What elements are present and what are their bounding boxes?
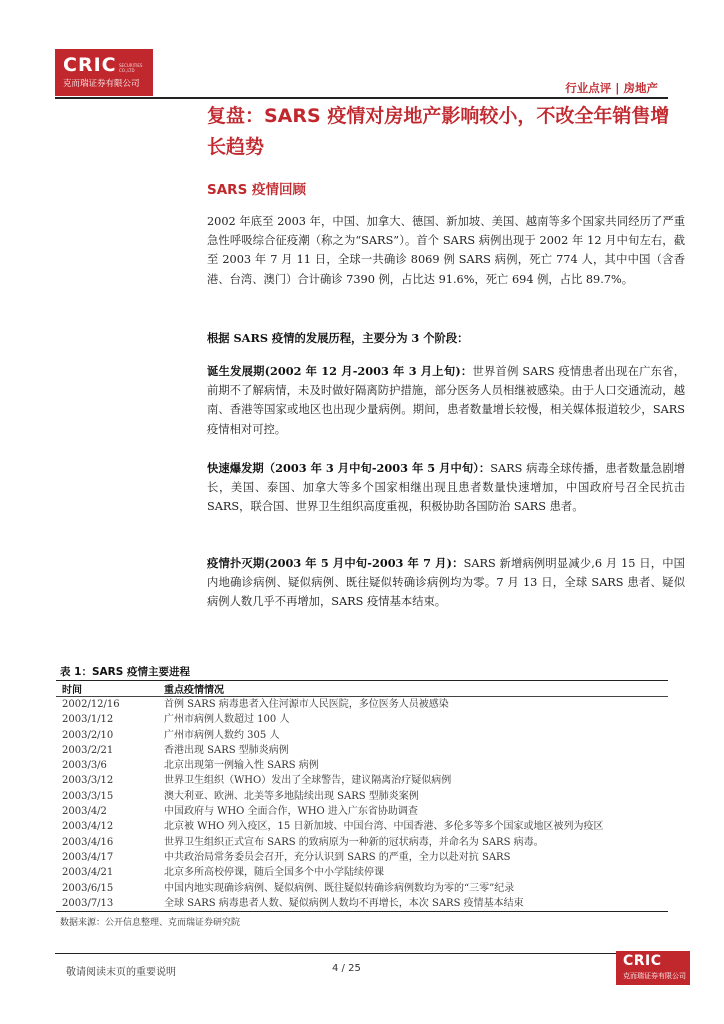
stage-title: 诞生发展期(2002 年 12 月-2003 年 3 月上旬)： — [207, 364, 473, 378]
table-row — [56, 881, 668, 896]
cell-event: 广州市病例人数超过 100 人 — [164, 714, 290, 726]
logo-brand: CRIC — [63, 54, 117, 76]
stage-title: 快速爆发期（2003 年 3 月中旬-2003 年 5 月中旬）： — [207, 461, 491, 475]
company-logo — [55, 49, 153, 96]
cell-date: 2003/3/15 — [62, 790, 114, 802]
header-divider — [55, 97, 668, 99]
stages-heading — [207, 329, 685, 348]
cell-date: 2003/1/12 — [62, 714, 114, 726]
footer-logo-company: 克而瑞证券有限公司 — [623, 972, 686, 980]
table-row — [56, 789, 668, 804]
timeline-table-section — [56, 664, 668, 928]
stages-heading-text: 根据 SARS 疫情的发展历程，主要分为 3 个阶段： — [207, 331, 469, 345]
logo-subtext: SECURITIES CO.,LTD — [119, 63, 143, 73]
table-header-row — [56, 681, 668, 697]
cell-event: 北京被 WHO 列入疫区，15 日新加坡、中国台湾、中国香港、多伦多等多个国家或地区被列为疫区 — [164, 821, 604, 833]
cell-date: 2003/2/21 — [62, 744, 114, 756]
footer-notice: 敬请阅读末页的重要说明 — [66, 967, 176, 978]
intro-paragraph: 2002 年底至 2003 年，中国、加拿大、德国、新加坡、美国、越南等多个国家共同经历了严重急性呼吸综合征疫潮（称之为“SARS”）。首个 SARS 病例出现于 2002 年 12 月中旬左右，截至 2003 年 7 月 11 日，全球一共确诊 8069 例 SARS 病例，死亡 774 人，其中中国（含香港、台湾、澳门）合计确诊 7390 例，占比达 91.6%，死亡 694 例，占比 89.7%。 — [207, 215, 685, 286]
table-row — [56, 712, 668, 727]
page-number: 4 / 25 — [332, 963, 361, 974]
cell-event: 全球 SARS 病毒患者人数、疑似病例人数均不再增长，本次 SARS 疫情基本结束 — [164, 896, 668, 912]
footer-logo — [616, 951, 690, 985]
table-row — [56, 835, 668, 850]
table-row — [56, 865, 668, 880]
table-body — [56, 697, 668, 912]
stage-paragraph — [207, 459, 685, 517]
timeline-table — [56, 680, 668, 912]
stage-text: 世界首例 SARS 疫情患者出现在广东省，前期不了解病情，未及时做好隔离防护措施，部分医务人员相继被感染。由于人口交通流动，越南、香港等国家或地区也出现少量病例。期间，患者数量增长较慢，相关媒体报道较少，SARS 疫情相对可控。 — [207, 365, 685, 436]
cell-date: 2003/3/6 — [62, 760, 107, 772]
footer-logo-brand: CRIC — [623, 953, 662, 969]
cell-date: 2003/4/2 — [62, 806, 107, 818]
table-row — [56, 896, 668, 912]
stage-paragraph — [207, 554, 685, 612]
cell-event: 北京多所高校停课，随后全国多个中小学陆续停课 — [164, 867, 384, 879]
cell-event: 广州市病例人数约 305 人 — [164, 729, 280, 741]
table-row — [56, 728, 668, 743]
table-row — [56, 850, 668, 865]
cell-event: 中国政府与 WHO 全面合作，WHO 进入广东省协助调查 — [164, 806, 418, 818]
table-row — [56, 697, 668, 713]
section-heading: SARS 疫情回顾 — [207, 182, 306, 198]
cell-date: 2003/3/12 — [62, 775, 114, 787]
column-header-time: 时间 — [56, 681, 164, 697]
table-row — [56, 758, 668, 773]
table-row — [56, 804, 668, 819]
table-row — [56, 743, 668, 758]
cell-date: 2003/6/15 — [62, 882, 114, 894]
stage-title: 疫情扑灭期(2003 年 5 月中旬-2003 年 7 月)： — [207, 556, 464, 570]
cell-date: 2002/12/16 — [62, 699, 120, 710]
cell-event: 澳大利亚、欧洲、北美等多地陆续出现 SARS 型肺炎案例 — [164, 790, 419, 802]
data-source: 数据来源：公开信息整理、克而瑞证券研究院 — [60, 918, 241, 929]
cell-event: 中国内地实现确诊病例、疑似病例、既往疑似转确诊病例数均为零的“三零”纪录 — [164, 882, 515, 894]
cell-event: 北京出现第一例输入性 SARS 病例 — [164, 760, 319, 772]
column-header-event: 重点疫情情况 — [164, 681, 668, 697]
cell-date: 2003/7/13 — [56, 896, 164, 912]
cell-event: 中共政治局常务委员会召开，充分认识到 SARS 的严重，全力以赴对抗 SARS — [164, 851, 511, 863]
stage-text: SARS 新增病例明显减少,6 月 15 日，中国内地确诊病例、疑似病例、既往疑似转确诊病例均为零。7 月 13 日，全球 SARS 患者、疑似病例人数几乎不再增加，SARS 疫情基本结束。 — [207, 557, 685, 609]
cell-event: 世界卫生组织正式宣布 SARS 的致病原为一种新的冠状病毒，并命名为 SARS 病毒。 — [164, 836, 544, 848]
cell-event: 香港出现 SARS 型肺炎病例 — [164, 744, 289, 756]
cell-date: 2003/4/16 — [62, 836, 114, 848]
logo-company-name: 克而瑞证券有限公司 — [63, 79, 140, 89]
table-row — [56, 819, 668, 834]
stage-text: SARS 病毒全球传播，患者数量急剧增长，美国、泰国、加拿大等多个国家相继出现且患者数量快速增加，中国政府号召全民抗击 SARS，联合国、世界卫生组织高度重视，积极协助各国防治 SARS 患者。 — [207, 462, 685, 514]
table-caption: 表 1：SARS 疫情主要进程 — [60, 666, 190, 678]
cell-event: 世界卫生组织（WHO）发出了全球警告，建议隔离治疗疑似病例 — [164, 775, 452, 787]
cell-event: 首例 SARS 病毒患者入住河源市人民医院，多位医务人员被感染 — [164, 699, 449, 710]
cell-date: 2003/4/12 — [62, 821, 114, 833]
table-row — [56, 773, 668, 788]
page-title: 复盘：SARS 疫情对房地产影响较小，不改全年销售增长趋势 — [207, 105, 670, 158]
cell-date: 2003/4/21 — [62, 867, 114, 879]
footer-divider — [55, 953, 668, 954]
cell-date: 2003/2/10 — [62, 729, 114, 741]
report-category: 行业点评 | 房地产 — [565, 81, 658, 95]
stage-paragraph — [207, 362, 685, 439]
cell-date: 2003/4/17 — [62, 851, 114, 863]
